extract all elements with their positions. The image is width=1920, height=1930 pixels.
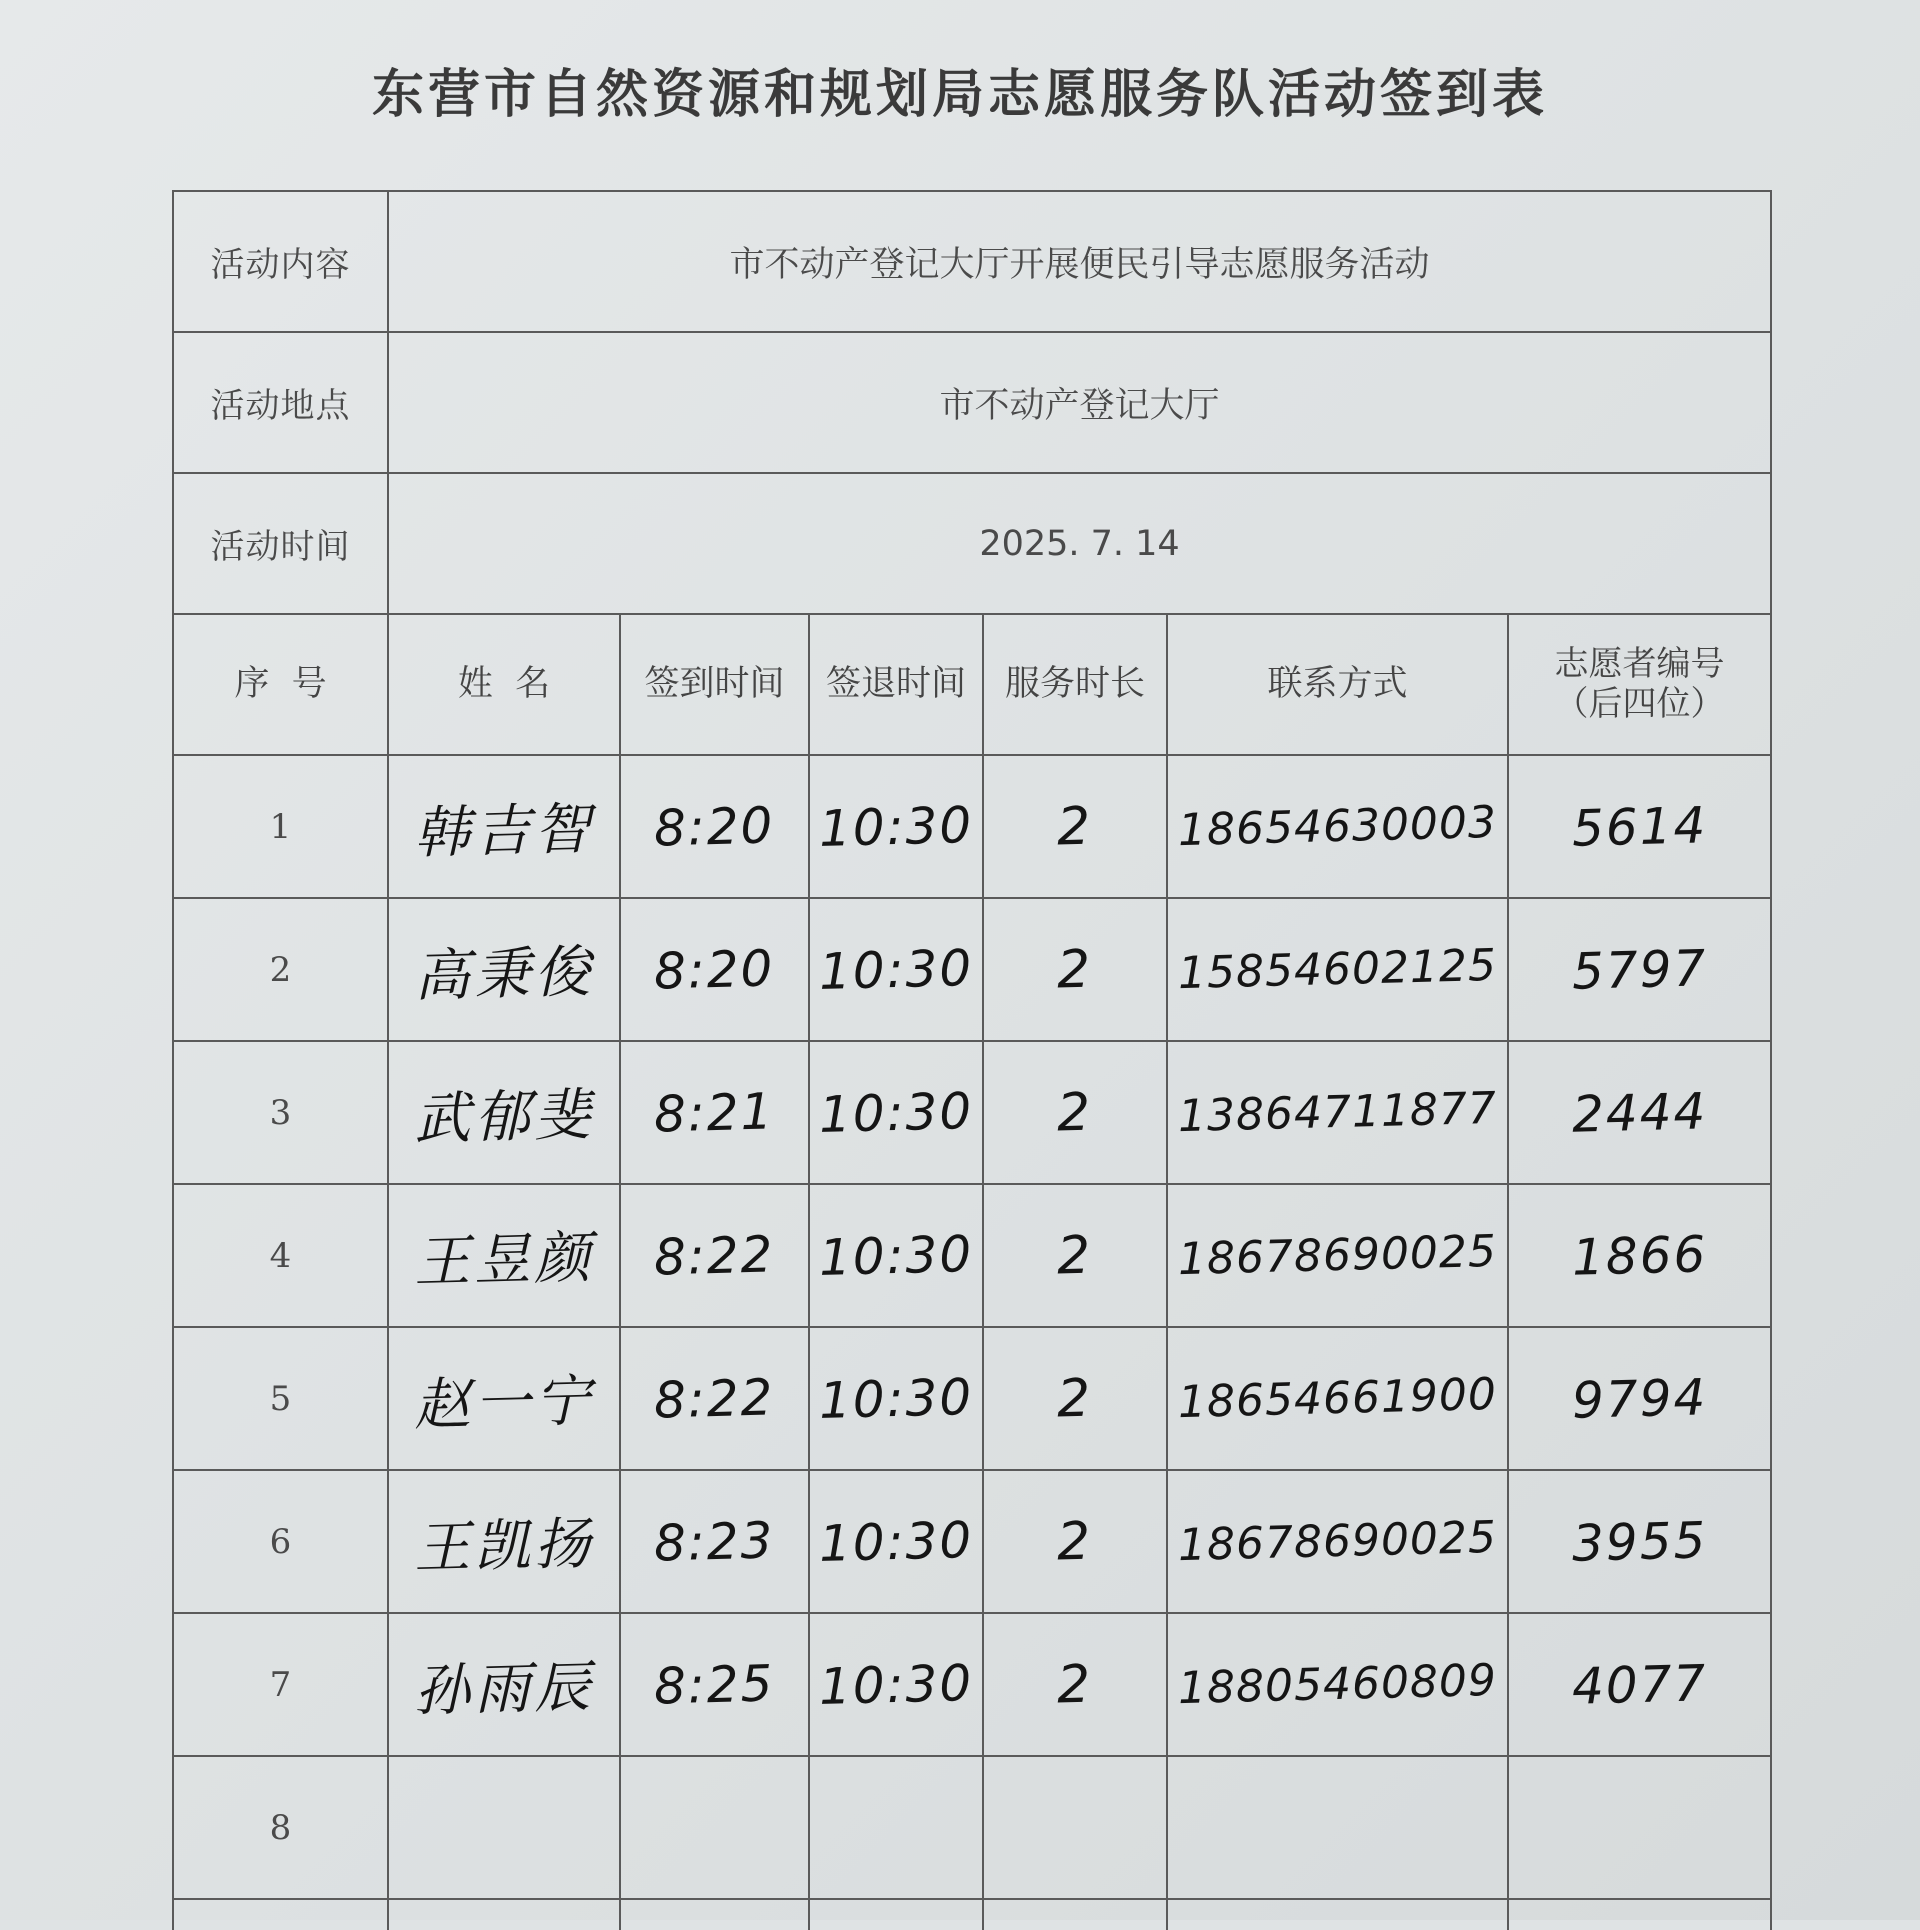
- table-row: [173, 755, 1771, 898]
- row-checkin: 8:22: [653, 1367, 776, 1430]
- row-checkin: 8:21: [653, 1081, 776, 1144]
- row-seq: 3: [173, 1041, 388, 1184]
- row-checkout-cell: [809, 1327, 983, 1470]
- location-label: 活动地点: [173, 332, 388, 473]
- sign-in-table: [172, 190, 1772, 1930]
- row-duration-cell: [983, 898, 1167, 1041]
- row-seq: 1: [173, 755, 388, 898]
- row-duration: 2: [1056, 939, 1094, 1000]
- row-name: 孙雨辰: [413, 1654, 595, 1724]
- info-row-time: [173, 473, 1771, 614]
- table-row: [173, 898, 1771, 1041]
- row-volunteer-id-cell: [1508, 1041, 1771, 1184]
- row-volunteer-id: 9794: [1571, 1367, 1708, 1430]
- row-contact: 18654661900: [1177, 1368, 1498, 1429]
- row-checkin-cell: [620, 1613, 809, 1756]
- time-label: 活动时间: [173, 473, 388, 614]
- row-volunteer-id-cell: [1508, 755, 1771, 898]
- row-checkin: 8:20: [653, 938, 776, 1001]
- row-checkout: 10:30: [818, 1224, 974, 1287]
- row-seq: 2: [173, 898, 388, 1041]
- row-checkout-cell: [809, 1184, 983, 1327]
- row-name-cell: [388, 898, 620, 1041]
- row-name: 赵一宁: [413, 1368, 595, 1438]
- row-checkin-cell: [620, 1756, 809, 1899]
- row-contact: 18654630003: [1177, 796, 1498, 857]
- header-volunteer-id-line1: 志愿者编号: [1554, 644, 1725, 685]
- row-contact-cell: [1167, 1756, 1508, 1899]
- row-contact: 18678690025: [1177, 1511, 1498, 1572]
- row-volunteer-id-cell: [1508, 1756, 1771, 1899]
- row-name: 王昱颜: [413, 1225, 595, 1295]
- header-name: 姓 名: [388, 614, 620, 755]
- row-duration: 2: [1056, 1082, 1094, 1143]
- row-name-cell: [388, 755, 620, 898]
- row-checkout: 10:30: [818, 1653, 974, 1716]
- row-checkout-cell: [809, 1470, 983, 1613]
- row-checkout-cell: [809, 1613, 983, 1756]
- row-seq: 4: [173, 1184, 388, 1327]
- row-checkin-cell: [620, 1327, 809, 1470]
- row-name-cell: [388, 1041, 620, 1184]
- row-contact-cell: [1167, 755, 1508, 898]
- table-row: [173, 1613, 1771, 1756]
- row-checkout: 10:30: [818, 795, 974, 858]
- row-name: 王凯扬: [413, 1511, 595, 1581]
- table-header-row: [173, 614, 1771, 755]
- row-checkout: 10:30: [818, 1510, 974, 1573]
- row-checkin: 8:20: [653, 795, 776, 858]
- row-checkout-cell: [809, 1041, 983, 1184]
- row-contact-cell: [1167, 1327, 1508, 1470]
- row-name-cell: [388, 1470, 620, 1613]
- row-checkin-cell: [620, 1184, 809, 1327]
- row-seq: 6: [173, 1470, 388, 1613]
- row-name-cell: [388, 1327, 620, 1470]
- row-duration-cell: [983, 1613, 1167, 1756]
- row-volunteer-id: 3955: [1571, 1510, 1708, 1573]
- row-volunteer-id-cell: [1508, 898, 1771, 1041]
- row-duration: 2: [1056, 1654, 1094, 1715]
- row-duration-cell: [983, 755, 1167, 898]
- row-contact: 18805460809: [1177, 1654, 1498, 1715]
- row-contact-cell: [1167, 1184, 1508, 1327]
- table-row: [173, 1470, 1771, 1613]
- row-volunteer-id: 1866: [1571, 1224, 1708, 1287]
- content-label: 活动内容: [173, 191, 388, 332]
- header-seq: 序 号: [173, 614, 388, 755]
- row-checkout: 10:30: [818, 1081, 974, 1144]
- row-volunteer-id: 4077: [1571, 1653, 1708, 1716]
- row-checkout-cell: [809, 898, 983, 1041]
- row-duration: 2: [1056, 1225, 1094, 1286]
- row-volunteer-id-cell: [1508, 1184, 1771, 1327]
- table-body: [173, 755, 1771, 1899]
- table-row: [173, 1041, 1771, 1184]
- row-name-cell: [388, 1613, 620, 1756]
- header-volunteer-id-line2: （后四位）: [1554, 683, 1725, 724]
- header-checkin: 签到时间: [620, 614, 809, 755]
- info-row-content: [173, 191, 1771, 332]
- table-row: [173, 1756, 1771, 1899]
- row-checkin: 8:22: [653, 1224, 776, 1287]
- row-duration-cell: [983, 1470, 1167, 1613]
- row-seq: 8: [173, 1756, 388, 1899]
- row-contact: 15854602125: [1177, 939, 1498, 1000]
- row-name-cell: [388, 1756, 620, 1899]
- info-row-location: [173, 332, 1771, 473]
- row-checkin-cell: [620, 1470, 809, 1613]
- row-contact: 18678690025: [1177, 1225, 1498, 1286]
- row-name: 武郁斐: [413, 1082, 595, 1152]
- row-volunteer-id: 5614: [1571, 795, 1708, 858]
- row-checkin-cell: [620, 755, 809, 898]
- row-checkin-cell: [620, 898, 809, 1041]
- row-volunteer-id: 5797: [1571, 938, 1708, 1001]
- row-contact-cell: [1167, 1041, 1508, 1184]
- row-duration-cell: [983, 1327, 1167, 1470]
- location-value: 市不动产登记大厅: [388, 332, 1771, 473]
- row-contact-cell: [1167, 1613, 1508, 1756]
- table-row: [173, 1184, 1771, 1327]
- row-duration: 2: [1056, 796, 1094, 857]
- row-checkin: 8:23: [653, 1510, 776, 1573]
- header-volunteer-id: [1508, 614, 1771, 755]
- row-duration: 2: [1056, 1511, 1094, 1572]
- row-volunteer-id-cell: [1508, 1327, 1771, 1470]
- row-duration-cell: [983, 1041, 1167, 1184]
- row-checkout-cell: [809, 755, 983, 898]
- content-value: 市不动产登记大厅开展便民引导志愿服务活动: [388, 191, 1771, 332]
- row-name: 高秉俊: [413, 939, 595, 1009]
- page-title: 东营市自然资源和规划局志愿服务队活动签到表: [371, 64, 1548, 125]
- row-seq: 5: [173, 1327, 388, 1470]
- row-contact: 13864711877: [1177, 1082, 1498, 1143]
- header-duration: 服务时长: [983, 614, 1167, 755]
- header-checkout: 签退时间: [809, 614, 983, 755]
- row-contact-cell: [1167, 898, 1508, 1041]
- row-checkout-cell: [809, 1756, 983, 1899]
- row-checkout: 10:30: [818, 938, 974, 1001]
- row-seq: 7: [173, 1613, 388, 1756]
- row-name-cell: [388, 1184, 620, 1327]
- row-duration-cell: [983, 1756, 1167, 1899]
- row-volunteer-id-cell: [1508, 1613, 1771, 1756]
- row-name: 韩吉智: [413, 796, 595, 866]
- row-checkin: 8:25: [653, 1653, 776, 1716]
- row-checkout: 10:30: [818, 1367, 974, 1430]
- row-duration-cell: [983, 1184, 1167, 1327]
- table-row: [173, 1327, 1771, 1470]
- row-volunteer-id: 2444: [1571, 1081, 1708, 1144]
- time-value: 2025. 7. 14: [388, 473, 1771, 614]
- row-volunteer-id-cell: [1508, 1470, 1771, 1613]
- row-checkin-cell: [620, 1041, 809, 1184]
- row-contact-cell: [1167, 1470, 1508, 1613]
- header-contact: 联系方式: [1167, 614, 1508, 755]
- row-duration: 2: [1056, 1368, 1094, 1429]
- table-continuation: [173, 1899, 1771, 1930]
